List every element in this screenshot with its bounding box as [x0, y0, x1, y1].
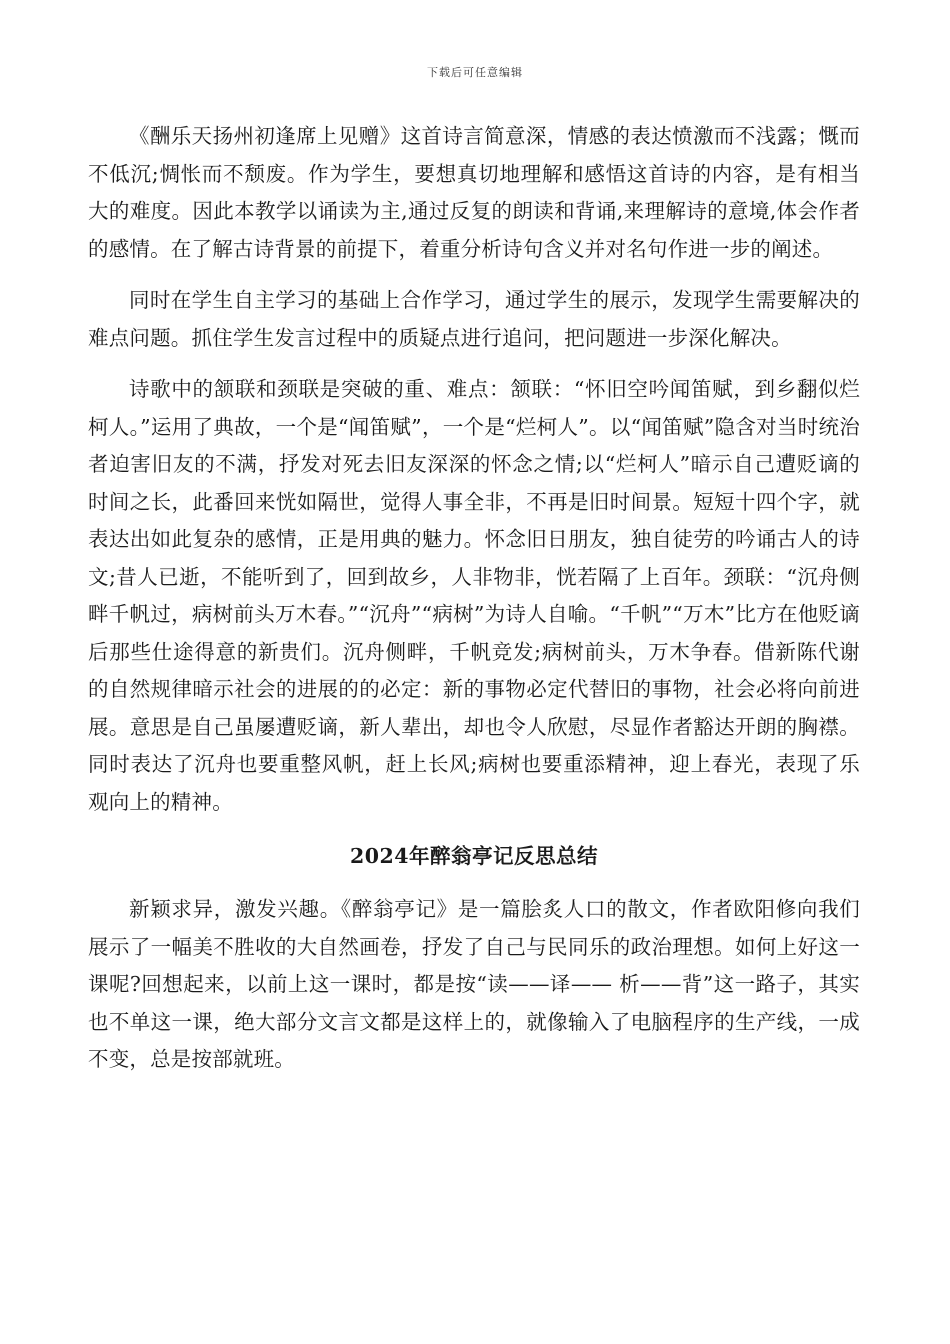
paragraph-zuiwengting-reflection: 新颖求异，激发兴趣。《醉翁亭记》是一篇脍炙人口的散文，作者欧阳修向我们展示了一幅美不胜收的大自然画卷，抒发了自己与民同乐的政治理想。如何上好这一课呢?回想起来，以前上这一课时，都是按“读——译—— 析——背”这一路子，其实也不单这一课，绝大部分文言文都是这样上的，就像输入了电脑程序的生产线，一成不变，总是按部就班。: [88, 897, 860, 1071]
header-note: 下载后可任意编辑: [427, 66, 523, 79]
paragraph-cooperative-learning: 同时在学生自主学习的基础上合作学习，通过学生的展示，发现学生需要解决的难点问题。抓住学生发言过程中的质疑点进行追问，把问题进一步深化解决。: [88, 288, 860, 350]
paragraph-key-couplets: 诗歌中的颔联和颈联是突破的重、难点：颔联：“怀旧空吟闻笛赋，到乡翻似烂柯人。”运用了典故，一个是“闻笛赋”，一个是“烂柯人”。以“闻笛赋”隐含对当时统治者迫害旧友的不满，抒发对死去旧友深深的怀念之情;以“烂柯人”暗示自己遭贬谪的时间之长，此番回来恍如隔世，觉得人事全非，不再是旧时间景。短短十四个字，就表达出如此复杂的感情，正是用典的魅力。怀念旧日朋友，独自徒劳的吟诵古人的诗文;昔人已逝，不能听到了，回到故乡，人非物非，恍若隔了上百年。颈联：“沉舟侧畔千帆过，病树前头万木春。”“沉舟”“病树”为诗人自喻。“千帆”“万木”比方在他贬谪后那些仕途得意的新贵们。沉舟侧畔，千帆竞发;病树前头，万木争春。借新陈代谢的自然规律暗示社会的进展的的必定：新的事物必定代替旧的事物，社会必将向前进展。意思是自己虽屡遭贬谪，新人辈出，却也令人欣慰，尽显作者豁达开朗的胸襟。同时表达了沉舟也要重整风帆，赶上长风;病树也要重添精神，迎上春光，表现了乐观向上的精神。: [88, 377, 860, 814]
paragraph-poem-overview: 《酬乐天扬州初逢席上见赠》这首诗言简意深，情感的表达愤激而不浅露；慨而不低沉;惆怅而不颓废。作为学生，要想真切地理解和感悟这首诗的内容，是有相当大的难度。因此本教学以诵读为主,通过反复的朗读和背诵,来理解诗的意境,体会作者的感情。在了解古诗背景的前提下，着重分析诗句含义并对名句作进一步的阐述。: [88, 124, 860, 261]
section-title: 2024年醉翁亭记反思总结: [349, 844, 599, 868]
document-body: [88, 118, 860, 1079]
